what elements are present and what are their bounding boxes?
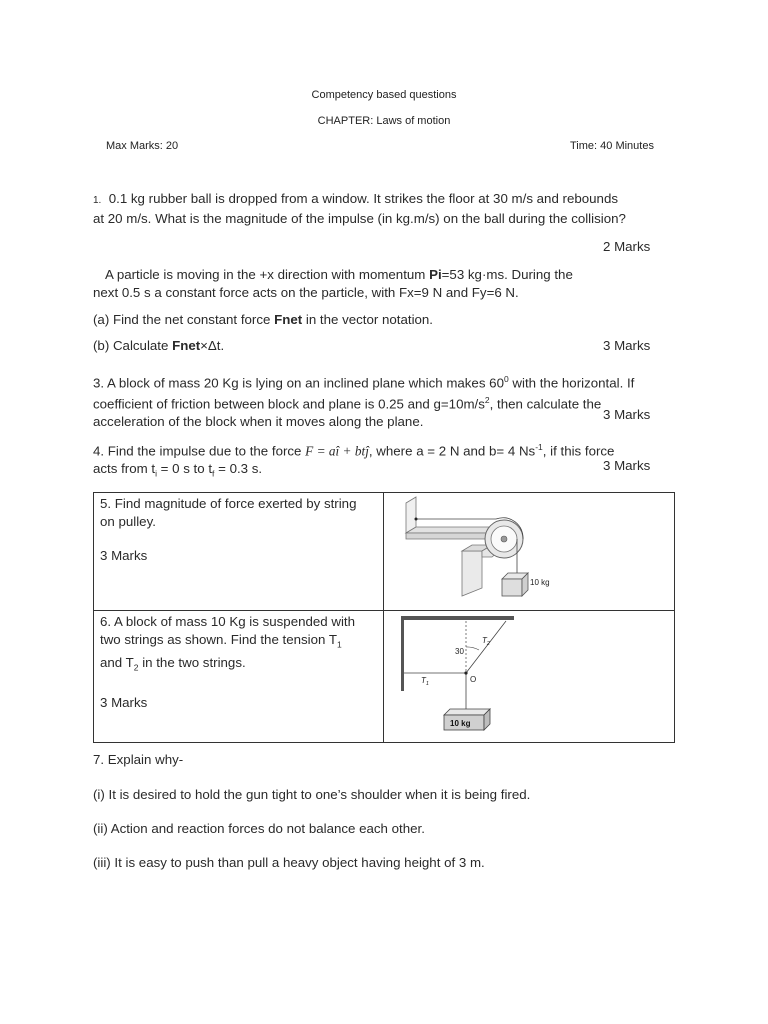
question-2-line1a: A particle is moving in the +x direction with momentum <box>105 267 430 282</box>
table-row-q6 <box>94 611 675 743</box>
q6-sub1: 1 <box>337 639 342 650</box>
part-b-text1: (b) Calculate <box>93 338 173 353</box>
q6-text-cell <box>94 611 384 743</box>
question-7-item-3: (iii) It is easy to push than pull a heavy object having height of 3 m. <box>93 855 485 870</box>
question-2-part-a <box>93 311 433 329</box>
part-a-text1: (a) Find the net constant force <box>93 312 275 327</box>
question-7-item-2: (ii) Action and reaction forces do not balance each other. <box>93 821 425 836</box>
q6-marks: 3 Marks <box>100 694 148 710</box>
q5-text-cell <box>94 493 384 611</box>
q5-marks: 3 Marks <box>100 548 148 563</box>
question-4-marks: 3 Marks <box>603 458 651 473</box>
t1-label: $T_1$ <box>421 676 429 687</box>
point-o-label: O <box>470 675 477 684</box>
question-4-formula: F = aî + btĵ <box>305 443 369 459</box>
question-4-sub-i: i <box>155 468 157 479</box>
part-a-text3: in the vector notation. <box>302 312 434 327</box>
question-2 <box>93 266 673 301</box>
question-3-marks: 3 Marks <box>603 407 651 422</box>
question-3-line2b: , then calculate the <box>489 396 602 412</box>
question-3-line2a: coefficient of friction between block and plane is 0.25 and g=10m/s <box>93 396 485 412</box>
suspended-block-label: 10 kg <box>450 719 471 728</box>
question-1-line1: 0.1 kg rubber ball is dropped from a window. It strikes the floor at 30 m/s and rebounds <box>108 191 618 206</box>
question-4-line2b: = 0 s to t <box>156 460 213 476</box>
question-2-line2: next 0.5 s a constant force acts on the particle, with Fx=9 N and Fy=6 N. <box>93 284 519 300</box>
question-3 <box>93 371 683 430</box>
question-3-squared: 2 <box>484 394 490 405</box>
max-marks: Max Marks: 20 <box>106 140 179 152</box>
pulley-diagram <box>384 493 674 605</box>
q5-diagram-cell <box>384 493 675 611</box>
part-a-fnet: Fnet <box>274 312 303 327</box>
questions-table <box>93 492 675 743</box>
time-limit: Time: 40 Minutes <box>570 140 654 152</box>
question-3-line1a: 3. A block of mass 20 Kg is lying on an inclined plane which makes 60 <box>93 375 504 391</box>
question-7-title: 7. Explain why- <box>93 752 184 767</box>
question-4-line1c: , if this force <box>542 443 615 459</box>
t2-label: $T_2$ <box>482 636 490 647</box>
angle-label: 30 <box>455 647 464 656</box>
q6-line2: two strings as shown. Find the tension T <box>100 631 338 647</box>
q6-sub2: 2 <box>133 662 139 673</box>
part-b-fnet: Fnet <box>172 338 201 353</box>
doc-title: Competency based questions <box>311 89 457 101</box>
tension-diagram <box>384 611 674 737</box>
q6-line1: 6. A block of mass 10 Kg is suspended with <box>100 614 356 629</box>
part-b-text3: ×Δt. <box>200 338 225 353</box>
question-4-sub-f: f <box>212 468 215 479</box>
question-1-marks: 2 Marks <box>603 239 651 254</box>
table-row-q5 <box>94 493 675 611</box>
question-4-line1b: , where a = 2 N and b= 4 Ns <box>368 443 536 459</box>
question-4-line2a: acts from t <box>93 460 156 476</box>
chapter-title: CHAPTER: Laws of motion <box>317 115 451 127</box>
q6-diagram-cell <box>384 611 675 743</box>
question-2-pi: Pi <box>429 267 442 282</box>
question-4-line2c: = 0.3 s. <box>214 460 263 476</box>
q6-line3a: and T <box>100 654 134 670</box>
question-2-line1c: =53 kg·ms. During the <box>441 267 573 282</box>
question-4-line1a: 4. Find the impulse due to the force <box>93 443 306 459</box>
question-3-line1b: with the horizontal. If <box>508 375 635 391</box>
question-4 <box>93 439 683 483</box>
q6-line3b: in the two strings. <box>138 654 246 670</box>
pulley-block-label: 10 kg <box>530 578 550 587</box>
question-1-number: 1. <box>93 195 102 206</box>
question-4-exponent: -1 <box>535 442 543 452</box>
question-3-degree: 0 <box>503 374 509 384</box>
question-2-marks: 3 Marks <box>603 338 651 353</box>
question-1-line2: at 20 m/s. What is the magnitude of the impulse (in kg.m/s) on the ball during the collision? <box>93 210 626 226</box>
q5-line2: on pulley. <box>100 513 156 529</box>
question-1 <box>93 190 673 227</box>
q5-line1: 5. Find magnitude of force exerted by string <box>100 496 357 511</box>
question-7-item-1: (i) It is desired to hold the gun tight to one’s shoulder when it is being fired. <box>93 787 531 802</box>
question-3-line3: acceleration of the block when it moves along the plane. <box>93 413 424 429</box>
question-2-part-b <box>93 337 224 355</box>
